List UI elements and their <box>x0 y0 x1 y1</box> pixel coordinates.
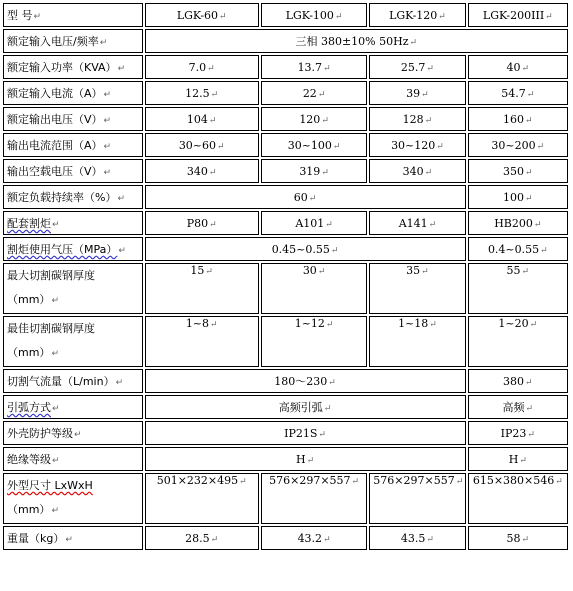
cell-value: 30~120 <box>391 138 436 152</box>
value-cell <box>261 107 367 131</box>
paragraph-mark-icon: ↵ <box>540 245 548 256</box>
cell-value: 104 <box>186 112 208 126</box>
value-cell <box>468 159 568 183</box>
paragraph-mark-icon: ↵ <box>115 378 124 388</box>
row-label-text: 额定输出电压（V） <box>7 113 103 126</box>
cell-value: 1~12 <box>294 317 325 330</box>
model-cell <box>369 3 465 27</box>
row-output-current <box>3 133 568 157</box>
row-label-text: 重量（kg） <box>7 532 65 545</box>
value-cell <box>468 421 568 445</box>
value-cell <box>468 55 568 79</box>
paragraph-mark-icon: ↵ <box>330 245 339 256</box>
cell-value: 40 <box>506 60 521 74</box>
cell-value: 7.0 <box>188 60 207 74</box>
value-cell <box>261 133 367 157</box>
value-cell <box>369 55 465 79</box>
row-label <box>3 133 143 157</box>
cell-value: 350 <box>503 164 525 178</box>
paragraph-mark-icon: ↵ <box>103 116 112 126</box>
value-cell <box>468 185 568 209</box>
paragraph-mark-icon: ↵ <box>529 320 538 330</box>
paragraph-mark-icon: ↵ <box>306 455 315 466</box>
row-weight <box>3 526 568 550</box>
cell-value: 160 <box>503 112 525 126</box>
paragraph-mark-icon: ↵ <box>521 63 530 74</box>
value-cell <box>468 369 568 393</box>
cell-value: 35 <box>406 264 421 277</box>
value-cell <box>261 81 367 105</box>
paragraph-mark-icon: ↵ <box>455 477 464 487</box>
cell-value: 1~18 <box>398 317 429 330</box>
row-label <box>3 447 143 471</box>
paragraph-mark-icon: ↵ <box>33 12 42 22</box>
row-label-text: 切割气流量（L/min） <box>7 375 115 388</box>
paragraph-mark-icon: ↵ <box>421 89 429 100</box>
row-input-voltage <box>3 29 568 53</box>
paragraph-mark-icon: ↵ <box>525 377 533 388</box>
row-label-text <box>7 474 139 498</box>
cell-value: 高频引弧 <box>278 401 323 414</box>
paragraph-mark-icon: ↵ <box>318 429 326 440</box>
value-cell <box>468 133 568 157</box>
cell-value: 13.7 <box>297 60 323 74</box>
row-enclosure <box>3 421 568 445</box>
value-cell <box>369 107 465 131</box>
merged-value-cell <box>145 185 466 209</box>
value-cell <box>261 263 367 314</box>
merged-value-cell <box>145 29 569 53</box>
row-insulation <box>3 447 568 471</box>
paragraph-mark-icon: ↵ <box>325 320 334 330</box>
paragraph-mark-icon: ↵ <box>209 219 217 230</box>
merged-value-cell <box>145 447 466 471</box>
row-label <box>3 263 143 314</box>
paragraph-mark-icon: ↵ <box>536 141 545 152</box>
cell-value: 54.7 <box>501 86 526 100</box>
cell-value: 25.7 <box>400 60 426 74</box>
paragraph-mark-icon: ↵ <box>521 267 530 277</box>
value-cell <box>468 447 568 471</box>
cell-value: 12.5 <box>185 86 210 100</box>
cell-value: 43.2 <box>297 531 323 545</box>
paragraph-mark-icon: ↵ <box>426 63 434 74</box>
model-label: 型 号 <box>7 9 33 22</box>
row-label-text: 绝缘等级 <box>7 453 51 466</box>
cell-value: 15 <box>190 264 205 277</box>
row-label <box>3 55 143 79</box>
row-label <box>3 526 143 550</box>
paragraph-mark-icon: ↵ <box>328 378 336 388</box>
paragraph-mark-icon: ↵ <box>308 193 317 204</box>
row-label <box>3 473 143 524</box>
value-cell <box>369 473 465 524</box>
paragraph-mark-icon: ↵ <box>436 141 444 152</box>
cell-value: H <box>508 452 519 466</box>
cell-value: 43.5 <box>400 531 426 545</box>
value-cell <box>468 316 568 367</box>
value-cell <box>261 526 367 550</box>
row-label-text: 额定输入电流（A） <box>7 87 103 100</box>
paragraph-mark-icon: ↵ <box>424 115 433 126</box>
paragraph-mark-icon: ↵ <box>52 404 60 414</box>
row-output-voltage <box>3 107 568 131</box>
row-label-text: 额定输入电压/频率 <box>7 35 99 48</box>
model-name: LGK-100 <box>285 8 334 22</box>
cell-value: 28.5 <box>185 531 210 545</box>
cell-value: 340 <box>402 164 424 178</box>
row-label-unit: （mm）↵ <box>7 503 59 516</box>
row-label <box>3 395 143 419</box>
paragraph-mark-icon: ↵ <box>51 506 59 516</box>
value-cell <box>261 159 367 183</box>
paragraph-mark-icon: ↵ <box>424 167 433 178</box>
cell-value: 576×297×557 <box>269 474 351 487</box>
row-label-text: 割炬使用气压（MPa） <box>7 243 118 256</box>
paragraph-mark-icon: ↵ <box>519 455 527 466</box>
value-cell <box>145 133 259 157</box>
value-cell <box>369 526 465 550</box>
paragraph-mark-icon: ↵ <box>409 38 418 48</box>
paragraph-mark-icon: ↵ <box>51 296 59 306</box>
paragraph-mark-icon: ↵ <box>103 168 112 178</box>
paragraph-mark-icon: ↵ <box>117 64 126 74</box>
value-cell <box>369 133 465 157</box>
value-cell <box>468 473 568 524</box>
row-best-cut <box>3 316 568 367</box>
cell-value: P80 <box>186 216 209 230</box>
cell-value: 1~8 <box>185 317 210 330</box>
paragraph-mark-icon: ↵ <box>533 219 542 230</box>
cell-value: 100 <box>503 190 525 204</box>
paragraph-mark-icon: ↵ <box>210 89 219 100</box>
paragraph-mark-icon: ↵ <box>334 11 343 22</box>
merged-value-cell <box>145 237 466 261</box>
cell-value: 0.4~0.55 <box>487 242 540 256</box>
paragraph-mark-icon: ↵ <box>527 429 535 440</box>
row-label-text: 最佳切割碳钢厚度 <box>7 322 95 335</box>
paragraph-mark-icon: ↵ <box>325 219 333 230</box>
cell-value: 22 <box>302 86 317 100</box>
cell-value: 501×232×495 <box>156 474 239 487</box>
paragraph-mark-icon: ↵ <box>317 267 326 277</box>
paragraph-mark-icon: ↵ <box>321 167 329 178</box>
paragraph-mark-icon: ↵ <box>428 219 437 230</box>
cell-value: 55 <box>506 264 521 277</box>
row-label <box>3 81 143 105</box>
row-label-text: 额定输入功率（KVA） <box>7 61 117 74</box>
cell-value: 58 <box>506 531 521 545</box>
paragraph-mark-icon: ↵ <box>208 167 217 178</box>
row-label <box>3 159 143 183</box>
row-no-load-voltage <box>3 159 568 183</box>
row-label-text: 额定负载持续率（%） <box>7 191 117 204</box>
paragraph-mark-icon: ↵ <box>118 246 126 256</box>
row-arc-start <box>3 395 568 419</box>
cell-value: 30~60 <box>178 138 217 152</box>
model-name: LGK-120 <box>389 8 438 22</box>
cell-value: H <box>295 452 306 466</box>
paragraph-mark-icon: ↵ <box>323 404 332 414</box>
paragraph-mark-icon: ↵ <box>525 404 534 414</box>
row-label <box>3 211 143 235</box>
paragraph-mark-icon: ↵ <box>208 115 217 126</box>
paragraph-mark-icon: ↵ <box>51 349 59 359</box>
row-label <box>3 316 143 367</box>
paragraph-mark-icon: ↵ <box>210 534 219 545</box>
value-cell <box>145 55 259 79</box>
paragraph-mark-icon: ↵ <box>555 477 563 487</box>
value-cell <box>369 263 465 314</box>
row-label <box>3 369 143 393</box>
value-cell <box>261 473 367 524</box>
paragraph-mark-icon: ↵ <box>103 90 112 100</box>
cell-value: 380 <box>503 374 525 388</box>
row-label <box>3 29 143 53</box>
row-label <box>3 237 143 261</box>
value-cell <box>369 159 465 183</box>
cell-value: 30 <box>302 264 317 277</box>
cell-value: A101 <box>295 216 325 230</box>
row-max-cut <box>3 263 568 314</box>
paragraph-mark-icon: ↵ <box>438 11 446 22</box>
paragraph-mark-icon: ↵ <box>426 534 434 545</box>
row-dimensions <box>3 473 568 524</box>
cell-value: 0.45~0.55 <box>271 242 330 256</box>
merged-value-cell <box>145 369 466 393</box>
paragraph-mark-icon: ↵ <box>103 142 112 152</box>
header-row <box>3 3 568 27</box>
spec-table <box>1 1 570 552</box>
cell-value: 1~20 <box>498 317 529 330</box>
value-cell <box>261 316 367 367</box>
cell-value: IP21S <box>284 426 318 440</box>
paragraph-mark-icon: ↵ <box>545 11 553 22</box>
merged-value-cell <box>145 395 466 419</box>
paragraph-mark-icon: ↵ <box>52 456 60 466</box>
paragraph-mark-icon: ↵ <box>351 477 360 487</box>
value-cell <box>145 263 259 314</box>
paragraph-mark-icon: ↵ <box>526 89 535 100</box>
row-label <box>3 185 143 209</box>
paragraph-mark-icon: ↵ <box>332 141 341 152</box>
cell-value: 319 <box>299 164 321 178</box>
row-torch-pressure <box>3 237 568 261</box>
value-cell <box>468 526 568 550</box>
merged-value-cell <box>145 421 466 445</box>
model-cell <box>261 3 367 27</box>
paragraph-mark-icon: ↵ <box>323 63 331 74</box>
row-label-unit: （mm）↵ <box>7 346 59 359</box>
paragraph-mark-icon: ↵ <box>239 477 247 487</box>
paragraph-mark-icon: ↵ <box>210 320 218 330</box>
value-cell <box>369 211 465 235</box>
cell-value: 30~200 <box>491 138 536 152</box>
row-label-text: 输出电流范围（A） <box>7 139 103 152</box>
row-label-text-inner: 外型尺寸 LxWxH <box>7 479 93 492</box>
cell-value: 180～230 <box>274 375 328 388</box>
paragraph-mark-icon: ↵ <box>525 193 533 204</box>
value-cell <box>145 473 259 524</box>
paragraph-mark-icon: ↵ <box>217 141 225 152</box>
paragraph-mark-icon: ↵ <box>117 194 125 204</box>
cell-value: IP23 <box>500 426 527 440</box>
row-label <box>3 421 143 445</box>
cell-value: 128 <box>402 112 424 126</box>
paragraph-mark-icon: ↵ <box>525 115 533 126</box>
row-label-text: 引弧方式 <box>7 401 51 414</box>
cell-value: 60 <box>293 190 308 204</box>
row-label <box>3 107 143 131</box>
value-cell <box>145 107 259 131</box>
paragraph-mark-icon: ↵ <box>99 38 108 48</box>
paragraph-mark-icon: ↵ <box>321 115 329 126</box>
model-label-cell <box>3 3 143 27</box>
cell-value: 高频 <box>502 401 525 414</box>
cell-value: 三相 380±10% 50Hz <box>295 35 409 48</box>
row-label-text: 配套割炬 <box>7 217 51 230</box>
value-cell <box>369 81 465 105</box>
value-cell <box>145 81 259 105</box>
row-label-unit: （mm）↵ <box>7 293 59 306</box>
row-label-text: 输出空载电压（V） <box>7 165 103 178</box>
model-name: LGK-60 <box>176 8 219 22</box>
paragraph-mark-icon: ↵ <box>207 63 215 74</box>
value-cell <box>468 211 568 235</box>
row-gas-flow <box>3 369 568 393</box>
cell-value: 39 <box>406 86 421 100</box>
paragraph-mark-icon: ↵ <box>74 430 82 440</box>
value-cell <box>468 107 568 131</box>
paragraph-mark-icon: ↵ <box>429 320 437 330</box>
cell-value: 615×380×546 <box>472 474 555 487</box>
paragraph-mark-icon: ↵ <box>421 267 429 277</box>
value-cell <box>261 55 367 79</box>
value-cell <box>468 81 568 105</box>
model-cell <box>468 3 568 27</box>
value-cell <box>145 526 259 550</box>
value-cell <box>145 211 259 235</box>
paragraph-mark-icon: ↵ <box>525 167 533 178</box>
row-input-power <box>3 55 568 79</box>
value-cell <box>369 316 465 367</box>
cell-value: 120 <box>299 112 321 126</box>
row-duty-cycle <box>3 185 568 209</box>
row-torch <box>3 211 568 235</box>
cell-value: 30~100 <box>287 138 332 152</box>
value-cell <box>261 211 367 235</box>
cell-value: A141 <box>398 216 428 230</box>
paragraph-mark-icon: ↵ <box>521 534 530 545</box>
paragraph-mark-icon: ↵ <box>65 535 73 545</box>
paragraph-mark-icon: ↵ <box>219 11 227 22</box>
value-cell <box>145 316 259 367</box>
paragraph-mark-icon: ↵ <box>317 89 326 100</box>
model-cell <box>145 3 259 27</box>
cell-value: 340 <box>186 164 208 178</box>
cell-value: HB200 <box>494 216 533 230</box>
value-cell <box>468 263 568 314</box>
value-cell <box>468 395 568 419</box>
paragraph-mark-icon: ↵ <box>205 267 213 277</box>
value-cell <box>468 237 568 261</box>
row-label-text: 最大切割碳钢厚度 <box>7 269 95 282</box>
paragraph-mark-icon: ↵ <box>323 534 331 545</box>
row-label-text: 外壳防护等级 <box>7 427 73 440</box>
paragraph-mark-icon: ↵ <box>52 220 60 230</box>
value-cell <box>145 159 259 183</box>
model-name: LGK-200III <box>482 8 545 22</box>
row-input-current <box>3 81 568 105</box>
cell-value: 576×297×557 <box>373 474 455 487</box>
